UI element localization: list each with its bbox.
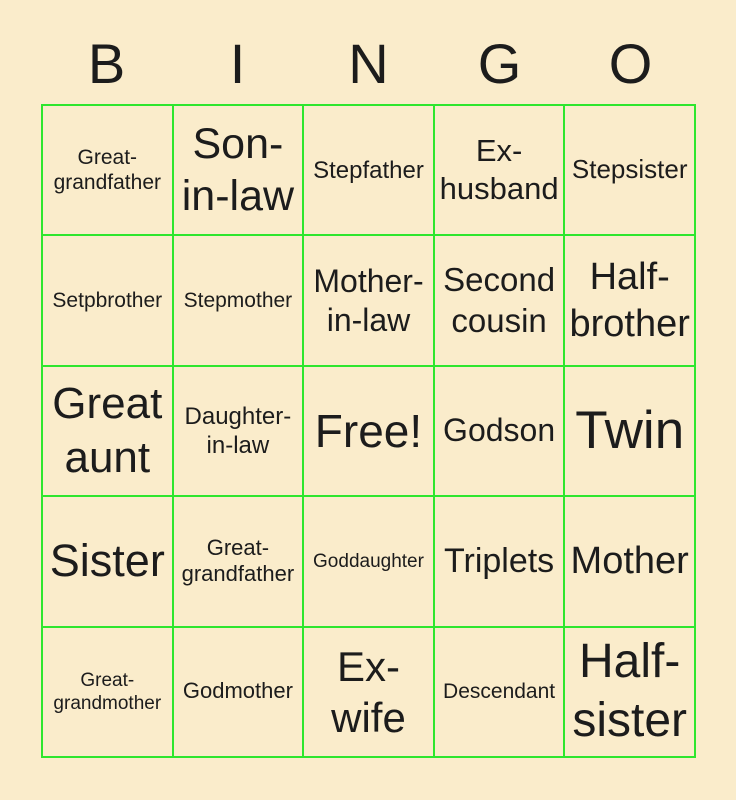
bingo-cell-r2c1[interactable]: Setpbrother bbox=[43, 236, 172, 364]
bingo-cell-r4c5[interactable]: Mother bbox=[565, 497, 694, 625]
bingo-cell-r4c2[interactable]: Great-grandfather bbox=[174, 497, 303, 625]
bingo-cell-r1c3[interactable]: Stepfather bbox=[304, 106, 433, 234]
bingo-cell-r5c2[interactable]: Godmother bbox=[174, 628, 303, 756]
bingo-title-letter-o: O bbox=[608, 32, 653, 95]
bingo-cell-r4c4[interactable]: Triplets bbox=[435, 497, 564, 625]
bingo-cell-r2c2[interactable]: Stepmother bbox=[174, 236, 303, 364]
bingo-cell-r3c2[interactable]: Daughter-in-law bbox=[174, 367, 303, 495]
bingo-cell-r5c5[interactable]: Half-sister bbox=[565, 628, 694, 756]
bingo-title bbox=[41, 32, 696, 95]
bingo-cell-r4c1[interactable]: Sister bbox=[43, 497, 172, 625]
bingo-cell-free-space[interactable]: Free! bbox=[304, 367, 433, 495]
bingo-title-letter-g: G bbox=[477, 32, 522, 95]
bingo-cell-r5c1[interactable]: Great-grandmother bbox=[43, 628, 172, 756]
bingo-cell-r2c3[interactable]: Mother-in-law bbox=[304, 236, 433, 364]
bingo-cell-r3c4[interactable]: Godson bbox=[435, 367, 564, 495]
bingo-cell-r1c4[interactable]: Ex-husband bbox=[435, 106, 564, 234]
bingo-cell-r5c3[interactable]: Ex-wife bbox=[304, 628, 433, 756]
bingo-cell-r5c4[interactable]: Descendant bbox=[435, 628, 564, 756]
bingo-title-letter-b: B bbox=[87, 32, 126, 95]
bingo-cell-r1c2[interactable]: Son-in-law bbox=[174, 106, 303, 234]
bingo-cell-r2c5[interactable]: Half-brother bbox=[565, 236, 694, 364]
bingo-cell-r1c5[interactable]: Stepsister bbox=[565, 106, 694, 234]
bingo-cell-r2c4[interactable]: Second cousin bbox=[435, 236, 564, 364]
bingo-grid bbox=[41, 104, 696, 758]
bingo-title-letter-i: I bbox=[229, 32, 246, 95]
bingo-cell-r3c5[interactable]: Twin bbox=[565, 367, 694, 495]
bingo-cell-r4c3[interactable]: Goddaughter bbox=[304, 497, 433, 625]
bingo-cell-r1c1[interactable]: Great-grandfather bbox=[43, 106, 172, 234]
bingo-cell-r3c1[interactable]: Great aunt bbox=[43, 367, 172, 495]
bingo-title-letter-n: N bbox=[348, 32, 389, 95]
